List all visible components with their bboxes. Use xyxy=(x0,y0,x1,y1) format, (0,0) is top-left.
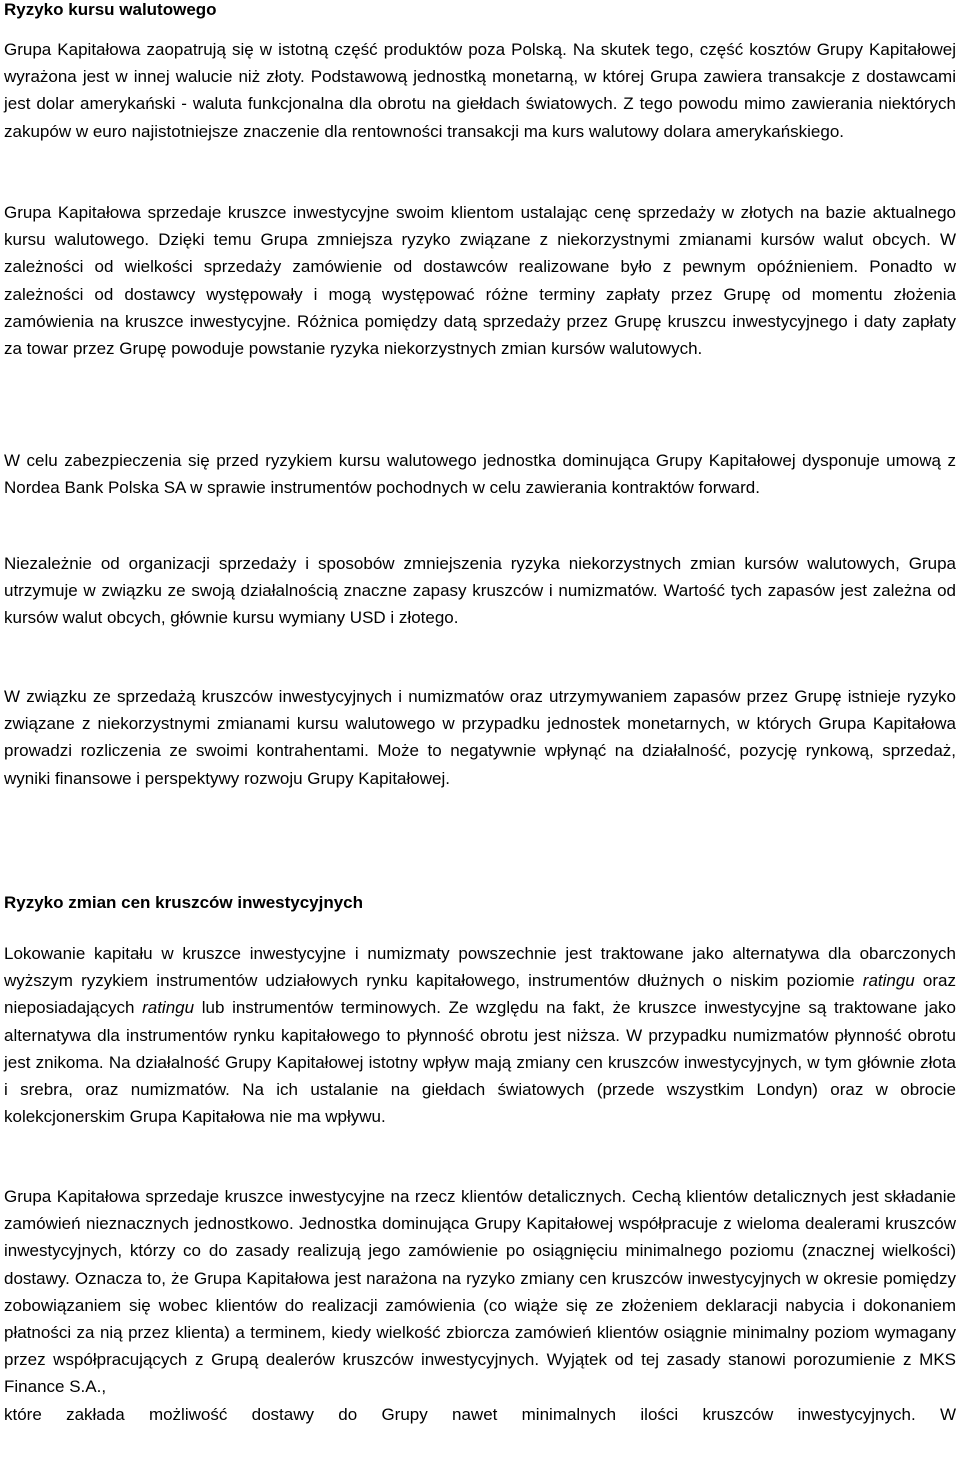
paragraph-7 xyxy=(4,1183,956,1428)
italic-term-rating-1: ratingu xyxy=(862,971,915,991)
paragraph-6 xyxy=(4,940,956,1130)
paragraph-6-text-b: oraz nieposiadających xyxy=(4,971,956,1018)
paragraph-6-text-c: lub instrumentów terminowych. Ze względu na fakt, że kruszce inwestycyjne są traktowane jako alternatywa dla instrumentów rynku kapitałowego to płynność obrotu jest niższa. W przypadku numizmatów płynność obrotu jest znikoma. Na działalność Grupy Kapitałowej istotny wpływ mają zmiany cen kruszców inwestycyjnych, w tym głównie złota i srebra, oraz numizmatów. Na ich ustalanie na giełdach światowych (przede wszystkim Londyn) oraz w obrocie kolekcjonerskim Grupa Kapitałowa nie ma wpływu. xyxy=(4,998,956,1127)
paragraph-7-body: Grupa Kapitałowa sprzedaje kruszce inwestycyjne na rzecz klientów detalicznych. Cechą klientów detalicznych jest składanie zamówień nieznacznych jednostkowo. Jednostka dominująca Grupy Kapitałowej współpracuje z wieloma dealerami kruszców inwestycyjnych, którzy co do zasady realizują jego zamówienie po osiągnięciu minimalnego poziomu (znacznej wielkości) dostawy. Oznacza to, że Grupa Kapitałowa jest narażona na ryzyko zmiany cen kruszców inwestycyjnych w okresie pomiędzy zobowiązaniem się wobec klientów do realizacji zamówienia (co wiąże się ze złożeniem deklaracji nabycia i dokonaniem płatności za nią przez klienta) a terminem, kiedy wielkość zbiorcza zamówień klientów osiągnie minimalny poziom wymagany przez współpracujących z Grupą dealerów kruszców inwestycyjnych. Wyjątek od tej zasady stanowi porozumienie z MKS Finance S.A., xyxy=(4,1187,956,1397)
section-heading-currency-risk: Ryzyko kursu walutowego xyxy=(4,0,217,19)
paragraph-7-last-line: które zakłada możliwość dostawy do Grupy nawet minimalnych ilości kruszców inwestycyjnych. W xyxy=(4,1404,956,1424)
document-page xyxy=(4,0,956,1424)
paragraph-5: W związku ze sprzedażą kruszców inwestycyjnych i numizmatów oraz utrzymywaniem zapasów przez Grupę istnieje ryzyko związane z niekorzystnymi zmianami kursu walutowego w przypadku jednostek monetarnych, w których Grupa Kapitałowa prowadzi rozliczenia ze swoimi kontrahentami. Może to negatywnie wpłynąć na działalność, pozycję rynkową, sprzedaż, wyniki finansowe i perspektywy rozwoju Grupy Kapitałowej. xyxy=(4,687,956,788)
section-heading-bullion-price-risk: Ryzyko zmian cen kruszców inwestycyjnych xyxy=(4,893,364,912)
italic-term-rating-2: ratingu xyxy=(142,998,195,1018)
paragraph-6-text-a: Lokowanie kapitału w kruszce inwestycyjne i numizmaty powszechnie jest traktowane jako alternatywa dla obarczonych wyższym ryzykiem instrumentów udziałowych rynku kapitałowego, instrumentów dłużnych o niskim poziomie xyxy=(4,944,956,991)
paragraph-4: Niezależnie od organizacji sprzedaży i sposobów zmniejszenia ryzyka niekorzystnych zmian kursów walutowych, Grupa utrzymuje w związku ze swoją działalnością znaczne zapasy kruszców i numizmatów. Wartość tych zapasów jest zależna od kursów walut obcych, głównie kursu wymiany USD i złotego. xyxy=(4,554,956,628)
paragraph-2: Grupa Kapitałowa sprzedaje kruszce inwestycyjne swoim klientom ustalając cenę sprzedaży w złotych na bazie aktualnego kursu walutowego. Dzięki temu Grupa zmniejsza ryzyko związane z niekorzystnymi zmianami kursów walut obcych. W zależności od wielkości sprzedaży zamówienie od dostawców realizowane było z pewnym opóźnieniem. Ponadto w zależności od dostawcy występowały i mogą występować różne terminy zapłaty przez Grupę od momentu złożenia zamówienia na kruszce inwestycyjne. Różnica pomiędzy datą sprzedaży przez Grupę kruszcu inwestycyjnego i daty zapłaty za towar przez Grupę powoduje powstanie ryzyka niekorzystnych zmian kursów walutowych. xyxy=(4,203,956,359)
paragraph-3: W celu zabezpieczenia się przed ryzykiem kursu walutowego jednostka dominująca Grupy Kapitałowej dysponuje umową z Nordea Bank Polska SA w sprawie instrumentów pochodnych w celu zawierania kontraktów forward. xyxy=(4,451,956,498)
paragraph-1: Grupa Kapitałowa zaopatrują się w istotną część produktów poza Polską. Na skutek tego, część kosztów Grupy Kapitałowej wyrażona jest w innej walucie niż złoty. Podstawową jednostką monetarną, w której Grupa zawiera transakcje z dostawcami jest dolar amerykański - waluta funkcjonalna dla obrotu na giełdach światowych. Z tego powodu mimo zawierania niektórych zakupów w euro najistotniejsze znaczenie dla rentowności transakcji ma kurs walutowy dolara amerykańskiego. xyxy=(4,40,956,141)
